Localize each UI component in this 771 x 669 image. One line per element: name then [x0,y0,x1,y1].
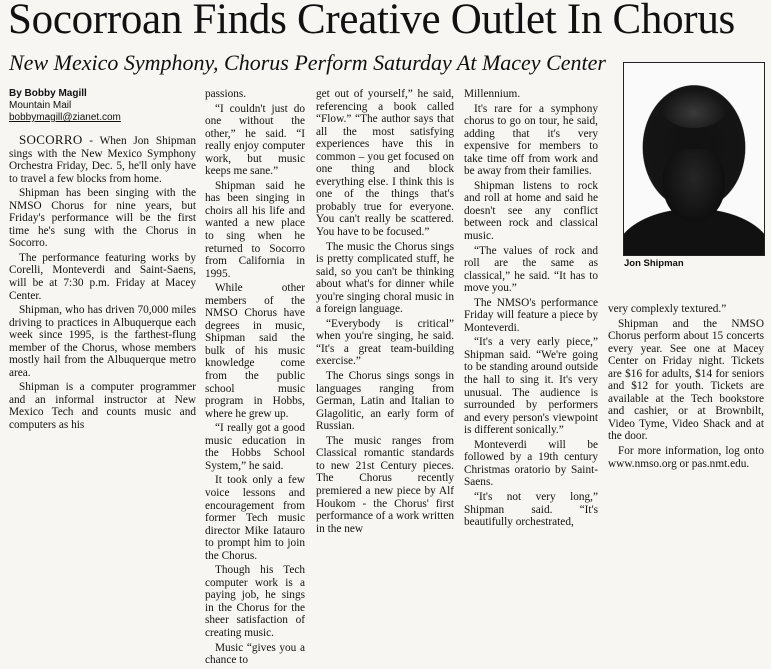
paragraph: While other members of the NMSO Chorus have degrees in music, Shipman said the bulk of his music knowledge come from the public school music program in Hobbs, where he grew up. [205,282,305,420]
paragraph: “I really got a good music education in the Hobbs School System,” he said. [205,422,305,472]
paragraph: Shipman, who has driven 70,000 miles driving to practices in Albuquerque each week since 1995, is the farthest-flung member of the Chorus, whose members mostly hail from the Albuquerque metro area. [9,304,196,379]
paragraph: It's rare for a symphony chorus to go on tour, he said, adding that it's very expensive for members to take time off from work and be away from their families. [464,102,598,178]
photo-beard-shape [663,149,725,222]
paragraph: very complexly textured.” [608,303,727,315]
article-column-1 [9,88,196,434]
paragraph: Shipman listens to rock and roll at home and said he doesn't see any conflict between rock and classical music. [464,179,598,243]
byline-publication: Mountain Mail [9,100,72,111]
paragraph: Shipman is a computer programmer and an informal instructor at New Mexico Tech and counts music and computers as his [9,381,196,432]
paragraph: The performance featuring works by Corelli, Monteverdi and Saint-Saens, will be at 7:30 p.m. Friday at Macey Center. [9,251,196,302]
byline-author: By Bobby Magill [9,88,87,99]
paragraph: Shipman and the NMSO Chorus perform about 15 concerts every year. See one at Macey Center on Friday night. Tickets are $16 for adults, $14 for seniors and $12 for youth. Tickets are available at the Tech bookstore and cashier, or at Brownbilt, Video Tyme, Video Shack and at the door. [608,317,764,443]
paragraph: “I couldn't just do one without the other,” he said. “I really enjoy computer work, but music keeps me sane.” [205,102,305,178]
paragraph: “Everybody is critical” when you're singing, he said. “It's a great team-building exercise.” [316,317,454,368]
article-column-4 [464,88,598,531]
article-column-3 [316,88,454,537]
portrait-photo [623,62,765,256]
paragraph: “It's a very early piece,” Shipman said. “We're going to be standing around outside the hall to sing it. It's very unusual. The audience is surrounded by performers and every person's viewpoint is different sonically.” [464,336,598,437]
byline-email-link[interactable]: bobbymagill@zianet.com [9,112,121,123]
headline: Socorroan Finds Creative Outlet In Chorus [8,0,735,43]
paragraph: Shipman said he has been singing in choirs all his life and wanted a new place to sing when he returned to Socorro from California in 1995. [205,179,305,280]
paragraph: It took only a few voice lessons and encouragement from former Tech music director Mike Iatauro to prompt him to join the Chorus. [205,474,305,562]
paragraph: The music the Chorus sings is pretty complicated stuff, he said, so you can't be thinking about what's for dinner while you're singing choral music in a foreign language. [316,240,454,316]
paragraph: “The values of rock and roll are the same as classical,” he said. “It has to move you.” [464,244,598,295]
paragraph: “It's not very long,” Shipman said. “It's beautifully orchestrated, [464,490,598,529]
paragraph: The music ranges from Classical romantic standards to new 21st Century pieces. The Chorus recently premiered a new piece by Alf Houkom - the Chorus' first performance of a work written in the new [316,434,455,535]
paragraph: The NMSO's performance Friday will feature a piece by Monteverdi. [464,296,598,334]
paragraph: Monteverdi will be followed by a 19th century Christmas oratorio by Saint-Saens. [464,438,598,489]
paragraph: Music “gives you a chance to [205,641,305,667]
subheadline: New Mexico Symphony, Chorus Perform Saturday At Macey Center [9,50,606,75]
paragraph: passions. [205,88,247,100]
paragraph: - When Jon Shipman sings with the New Mexico Symphony Orchestra Friday, Dec. 5, he'll only have to travel a few blocks from home. [9,135,196,185]
paragraph: Millennium. [464,88,521,100]
paragraph: Though his Tech computer work is a paying job, he sings in the Chorus for the sheer satisfaction of creating music. [205,564,305,639]
dateline: SOCORRO [19,132,83,147]
paragraph: For more information, log onto www.nmso.org or pas.nmt.edu. [608,445,764,470]
paragraph: The Chorus sings songs in languages ranging from German, Latin and Italian to Glagolitic, an early form of Russian. [316,370,454,433]
article-column-5 [608,303,764,472]
article-column-2 [205,88,305,669]
paragraph: get out of yourself,” he said, referencing a book called “Flow.” “The author says that all the most satisfying experiences have this in common – you get focused on one thing and block everything else. I think this is one of the things that's probably true for everyone. You can't really be scattered. You have to be focused.” [316,88,454,239]
photo-caption: Jon Shipman [624,258,684,269]
paragraph: Shipman has been singing with the NMSO Chorus for nine years, but Friday's performance will be the first time he's sung with the Chorus in Socorro. [9,187,196,250]
byline [9,88,196,124]
photo-hair-shape [662,90,726,128]
